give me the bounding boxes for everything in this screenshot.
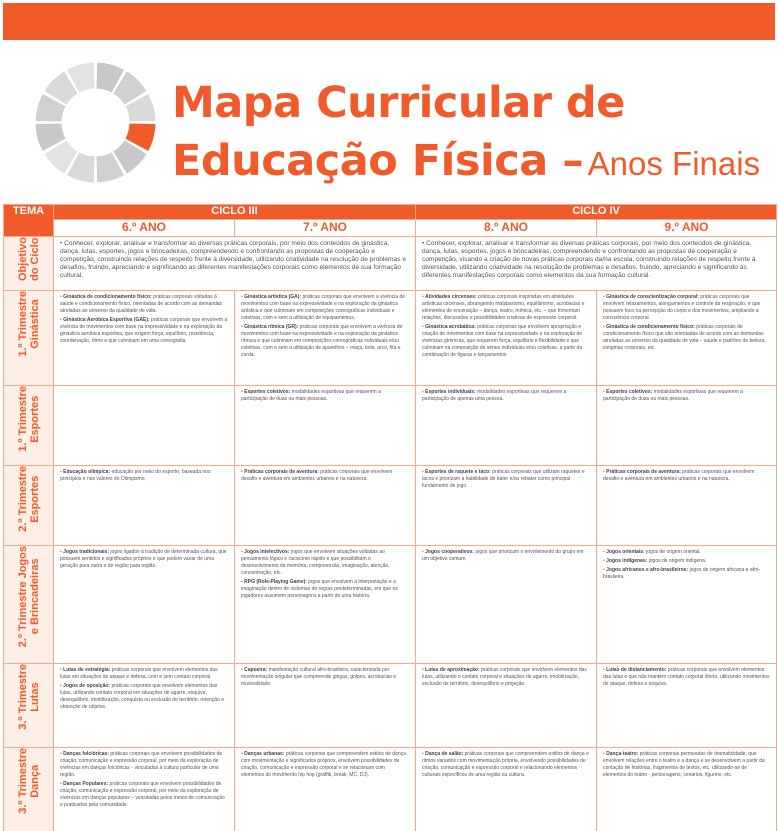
item-description: práticas corporais que envolvem possibilidades de criação, comunicação e expressão corporal, por meio da exploração de vivências em danças populares – veiculadas pelos meios de comunicação e praticadas pela comunidade. [60,781,225,808]
ciclo-iv-header: CICLO IV [416,205,777,220]
item-description: práticas corporais que envolvem a vivência de movimentos com base na expressividade e na exploração da ginástica aeróbica esportiva, que exigem força, equilíbrio, resistência, coordenação, ritmo e que culminam em uma coreografia. [60,317,228,344]
table-cell [54,386,235,466]
item-description: práticas corporais inspiradas em atividades artísticas circenses, abrangendo malabarismo, equilibrismo, acrobacias e elementos de encenação – dança, teatro, mímica, etc. – que fomentam relações, discussões e possibilidades criativas de expressão corporal. [422,294,585,321]
item-title: Capoeira: [244,667,268,673]
ano-6-header: 6.º ANO [54,220,235,237]
item-description: educação por meio do esporte, baseada nos princípios e nos valores do Olimpismo. [60,469,211,482]
item-description: práticas corporais que compreendem estilos de dança com movimentação e significados próprios, envolvem possibilidades de criação, comunicação e expressão corporal e se relacionam com elementos do movimento hip hop (graffiti, break, MC, DJ). [241,751,406,778]
table-cell [416,748,597,831]
objetivo-row [4,237,777,291]
item-description: práticas corporais que compreendem estilos de dança e ritmos variados com movimentação própria, envolvendo possibilidades de criação, comunicação e expressão corporal e relacionando elementos culturais específicos de uma região ou cultura. [422,751,589,778]
list-item [60,781,228,809]
item-description: jogos de origem africana e afro-brasileira. [603,567,761,580]
item-title: Esportes de raquete e taco: [425,469,491,475]
table-cell [416,291,597,386]
list-item [60,549,228,570]
item-description: jogos de origem indígena. [647,558,707,564]
table-cell [54,748,235,831]
list-item [422,667,590,688]
list-item [241,751,409,779]
list-item [241,389,409,403]
objetivo-ciclo-iii: • Conhecer, explorar, analisar e transformar as diversas práticas corporais, por meio dos conteúdos de ginástica, dança, lutas, esportes, jogos e brincadeiras, compreendendo e confrontando as propostas de cooperação e competição, construindo relações de respeito frente à diversidade, utilizando criatividade na resolução de problemas e desafios, fruindo, apreciando e significando as diferentes manifestações corporais como elementos de sua formação cultural. [54,237,416,291]
bullet-icon: • [422,667,426,673]
item-title: Lutas de estratégia: [63,667,111,673]
list-item [422,294,590,322]
table-row [4,664,777,748]
item-title: Jogos cooperativos: [425,549,475,555]
row-label-text: 2.º Trimestre Esportes [16,466,41,532]
table-cell [54,664,235,748]
bullet-icon: • [60,469,64,475]
list-item [603,324,770,352]
item-description: jogos que priorizam o envolvimento do grupo em um objetivo comum. [422,549,584,562]
item-title: Lutas de aproximação: [425,667,480,673]
item-title: Lutas de distanciamento: [606,667,667,673]
row-label-text: 3.º Trimestre Lutas [16,664,41,730]
list-item [422,389,590,403]
item-description: jogos ligados à tradição de determinada cultura, que possuem sentidos e significados próprios e que podem variar de uma geração para outra e de região para região. [60,549,227,569]
item-title: Jogos de oposição: [63,683,111,689]
row-label [4,237,54,291]
item-title: Práticas corporais de aventura: [244,469,319,475]
row-label-text: 1.º Trimestre Esportes [16,386,41,452]
table-cell [235,386,416,466]
bullet-icon: • [603,751,607,757]
item-description: práticas corporais que envolvem elementos das lutas e que não mantêm contato corporal direto, utilizando movimentos de ataque, defesa e esquiva. [603,667,770,687]
list-item [422,549,590,563]
item-description: jogos de origem oriental. [644,549,701,555]
bullet-icon: • [603,294,607,300]
row-label [4,664,54,748]
list-item [603,294,770,322]
list-item [241,324,409,359]
list-item [603,567,770,581]
bullet-icon: • [422,469,426,475]
bullet-icon: • [60,294,64,300]
item-title: Educação olímpica: [63,469,111,475]
page-title-line2 [172,136,760,186]
ciclo-iii-header: CICLO III [54,205,416,220]
list-item [241,469,409,483]
table-cell [416,466,597,546]
row-label-text: Objetivo do Ciclo [16,237,41,282]
item-title: Ginástica acrobática: [425,324,476,330]
table-row [4,748,777,831]
item-title: Jogos tradicionais: [63,549,109,555]
item-title: Ginástica Aeróbica Esportiva (GAE): [63,317,150,323]
table-row [4,546,777,664]
table-cell [54,466,235,546]
bullet-icon: • [60,781,64,787]
bullet-icon: • [241,667,245,673]
page-title: Mapa Curricular de [172,78,625,128]
item-title: Jogos indígenas: [606,558,648,564]
table-cell [235,664,416,748]
row-label [4,466,54,546]
top-banner [3,3,775,40]
ano-7-header: 7.º ANO [235,220,416,237]
list-item [60,469,228,483]
item-description: manifestação cultural afro-brasileira, caracterizada por movimentação singular que compreende gingas, golpes, acrobacias e musicalidade. [241,667,397,687]
bullet-icon: • [603,389,607,395]
item-description: práticas corporais que envolvem desafio e aventura em ambientes urbanos e na natureza. [241,469,393,482]
bullet-icon: • [603,324,607,330]
objetivo-ciclo-iv: • Conhecer, explorar, analisar e transformar as diversas práticas corporais, por meio dos conteúdos de ginástica, dança, lutas, esportes, jogos e brincadeiras, compreendendo e confrontando as propostas de cooperação e competição, visando a criação de novas práticas corporais da/na escola, construindo relações de respeito frente à diversidade, utilizando criatividade na resolução de problemas e desafios, fruindo, apreciando e significando as diferentes manifestações corporais como elementos da sua formação cultural. [416,237,777,291]
item-description: modalidades esportivas que requerem a participação de duas ou mais pessoas. [241,389,381,402]
item-title: Ginástica de condicionamento físico: [63,294,152,300]
table-row [4,291,777,386]
table-cell [235,748,416,831]
bullet-icon: • [241,549,245,555]
bullet-icon: • [60,751,64,757]
ano-9-header: 9.º ANO [597,220,777,237]
table-cell [597,664,777,748]
table-cell [235,466,416,546]
list-item [603,667,770,688]
bullet-icon: • [603,469,607,475]
bullet-icon: • [422,389,426,395]
table-cell [597,466,777,546]
list-item [603,469,770,483]
list-item [60,294,228,315]
list-item [422,469,590,490]
list-item [60,683,228,711]
item-title: Dança de salão: [425,751,464,757]
bullet-icon: • [241,294,245,300]
item-description: práticas corporais que envolvem possibilidades de criação, comunicação e expressão corporal, por meio da exploração de vivências em danças folclóricas - vinculadas à cultura particular de uma região. [60,751,223,778]
item-title: Esportes individuais: [425,389,476,395]
page-title-main: Educação Física – [172,136,584,186]
table-cell [416,386,597,466]
table-cell [235,291,416,386]
item-title: Danças Populares: [63,781,109,787]
row-label [4,291,54,386]
bullet-icon: • [60,683,64,689]
bullet-icon: • [60,317,64,323]
row-label-text: 3.º Trimestre Dança [16,748,41,814]
bullet-icon: • [603,558,607,564]
item-title: Jogos africanos e afro-brasileiros: [606,567,689,573]
row-label-text: 1.º Trimestre Ginástica [16,291,41,357]
table-cell [54,546,235,664]
list-item [60,317,228,345]
row-label [4,386,54,466]
item-title: Práticas corporais de aventura: [606,469,681,475]
item-title: Jogos intelectivos: [244,549,290,555]
item-description: práticas corporais que envolvem relaxamentos, alongamentos e controle da respiração, e que possuem foco na percepção do corpo e dos movimentos, ampliando a consciência corporal. [603,294,761,321]
item-title: Dança-teatro: [606,751,639,757]
bullet-icon: • [422,751,426,757]
item-description: práticas corporais que envolvem a vivência de movimentos com base na expressividade e na exploração da ginástica rítmica e que culminam em composições coreográficas individuais e/ou coletivas, com e sem a utilização de aparelhos – maça, bola, arco, fita e corda. [241,324,403,358]
bullet-icon: • [241,389,245,395]
item-title: RPG (Role-Playing Game): [244,579,307,585]
item-title: Esportes coletivos: [244,389,291,395]
list-item [603,549,770,556]
list-item [603,558,770,565]
bullet-icon: • [241,751,245,757]
bullet-icon: • [60,667,64,673]
table-cell [235,546,416,664]
table-cell [597,291,777,386]
item-description: práticas corporais que envolvem apropriação e criação de movimentos com base na expressividade e na exploração de vivências gímnicas, que requerem força, equilíbrio e flexibilidade e que culminam na composição de séries individuais e/ou coletivas, a partir da combinação de figuras e lançamentos. [422,324,583,358]
item-description: práticas corporais que utilizam raquetes e tacos e priorizam a habilidade de bater e/ou rebater como principal fundamento de jogo. [422,469,585,489]
list-item [241,294,409,322]
page-subtitle: Anos Finais [587,145,761,182]
table-row [4,386,777,466]
list-item [241,579,409,600]
table-cell [54,291,235,386]
item-description: práticas corporais voltadas à saúde e condicionamento físico, orientadas de acordo com as demandas atreladas ao universo da qualidade de vida. [60,294,223,314]
item-title: Ginástica artística (GA): [244,294,302,300]
list-item [603,751,770,779]
item-description: jogos que envolvem situações voltadas ao pensamento lógico e raciocínio rápido e que possibilitam o desenvolvimento da memória, compreensão, imaginação, atenção, concentração, etc. [241,549,390,576]
table-cell [416,664,597,748]
bullet-icon: • [241,579,245,585]
bullet-icon: • [603,667,607,673]
item-description: práticas corporais que envolvem elementos das lutas, utilizando o contato corporal e situações de agarre, imobilização, exclusão de território, desequilíbrio e projeção. [422,667,587,687]
list-item [241,667,409,688]
table-cell [597,748,777,831]
item-title: Esportes coletivos: [606,389,653,395]
list-item [60,751,228,779]
tema-header: TEMA [4,205,54,237]
bullet-icon: • [422,294,426,300]
item-description: práticas corporais que envolvem elementos das lutas, utilizando contato corporal em situações de agarre, esquiva, desequilíbrio, imobilização, conquista ou exclusão de território, retenção e obtenção de objetos. [60,683,224,710]
bullet-icon: • [241,324,245,330]
list-item [603,389,770,403]
bullet-icon: • [422,549,426,555]
item-description: práticas corporais de condicionamento físico que são orientadas de acordo com as demandas atreladas ao universo da qualidade de vida – saúde e padrões de beleza, estigmas corporais, etc. [603,324,766,351]
list-item [422,751,590,779]
item-title: Ginástica rítmica (GR): [244,324,299,330]
list-item [241,549,409,577]
table-cell [597,386,777,466]
item-title: Danças folclóricas: [63,751,109,757]
curriculum-table [3,204,777,831]
row-label [4,546,54,664]
item-description: modalidades esportivas que requerem a participação de duas ou mais pessoas. [603,389,743,402]
item-title: Danças urbanas: [244,751,285,757]
table-row [4,466,777,546]
row-label-text: 2.º Trimestre Jogos e Brincadeiras [16,546,41,648]
segmented-ring-icon [33,60,158,185]
ano-8-header: 8.º ANO [416,220,597,237]
item-description: jogos que envolvem a interpretação e a imaginação dentro de sistemas de regras predeterminadas, em que os jogadores assumem personagens a partir de uma história. [241,579,398,599]
bullet-icon: • [60,549,64,555]
item-title: Ginástica de condicionamento físico: [606,324,695,330]
bullet-icon: • [241,469,245,475]
bullet-icon: • [603,549,607,555]
bullet-icon: • [422,324,426,330]
bullet-icon: • [603,567,607,573]
row-label [4,748,54,831]
item-description: práticas corporais que envolvem elementos das lutas em situações de ataque e defesa, com e sem contato corporal. [60,667,218,680]
item-description: modalidades esportivas que requerem a participação de apenas uma pessoa. [422,389,567,402]
item-title: Ginástica de conscientização corporal: [606,294,699,300]
item-description: práticas corporais permeadas de dramaticidade, que envolvem relações entre o teatro e a dança e se desenvolvem a partir da contação de histórias, fragmentos de textos, etc. utilizando-se de elementos do teatro - personagens, cenários, figurino, etc. [603,751,765,778]
list-item [60,667,228,681]
table-cell [416,546,597,664]
item-title: Jogos orientais: [606,549,645,555]
list-item [422,324,590,359]
item-description: práticas corporais que envolvem a vivência de movimentos com base na expressividade e na exploração da ginástica artística e que culminam em composições coreográficas individuais e coletivas, com e sem a utilização de equipamentos. [241,294,406,321]
item-title: Atividades circenses: [425,294,477,300]
table-cell [597,546,777,664]
item-description: práticas corporais que envolvem desafio e aventura em ambientes urbanos e na natureza. [603,469,755,482]
